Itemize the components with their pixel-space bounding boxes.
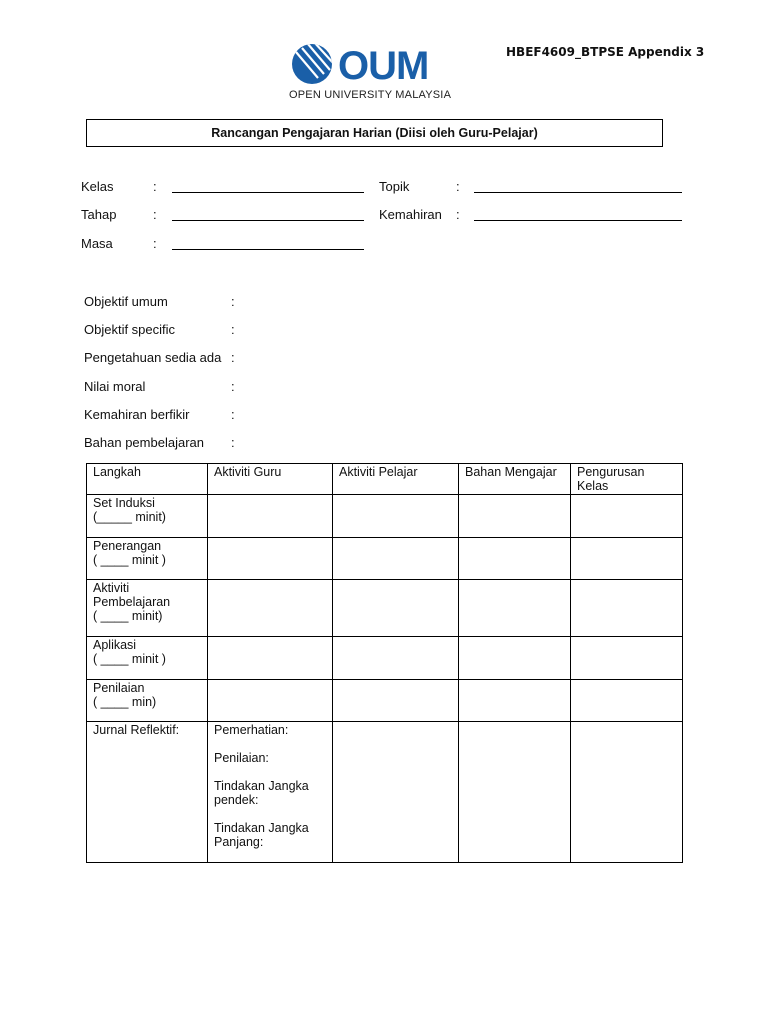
tahap-colon: : [153,207,157,222]
table-row-reflektif [87,722,683,863]
cell-input[interactable] [571,580,683,637]
tahap-label: Tahap [81,207,117,222]
table-row [87,680,683,722]
bahan-pembelajaran-label: Bahan pembelajaran [84,435,204,450]
oum-globe-icon [290,42,338,86]
cell-input[interactable] [333,680,459,722]
cell-input[interactable] [208,637,333,680]
cell-input[interactable] [333,538,459,580]
form-title: Rancangan Pengajaran Harian (Diisi oleh Guru-Pelajar) [86,119,663,147]
cell-input[interactable] [208,580,333,637]
objective-umum-label: Objektif umum [84,294,168,309]
cell-input[interactable] [333,580,459,637]
kelas-colon: : [153,179,157,194]
table-header-row [87,464,683,495]
objective-colon: : [231,294,235,309]
pengetahuan-label: Pengetahuan sedia ada [84,350,222,365]
masa-label: Masa [81,236,113,251]
cell-input[interactable] [571,538,683,580]
kemahiran-label: Kemahiran [379,207,442,222]
cell-input[interactable] [333,722,459,863]
pemerhatian-label: Pemerhatian: [214,723,289,737]
cell-input[interactable] [459,538,571,580]
cell-input[interactable] [208,495,333,538]
table-row [87,538,683,580]
cell-input[interactable] [459,495,571,538]
jangka-pendek-label: Tindakan Jangka pendek: [214,779,309,807]
header-langkah: Langkah [87,464,208,495]
header-bahan-mengajar: Bahan Mengajar [459,464,571,495]
step-aplikasi: Aplikasi ( ____ minit ) [87,637,208,680]
cell-input[interactable] [459,637,571,680]
cell-input[interactable] [459,722,571,863]
tahap-field[interactable] [172,220,364,221]
kelas-label: Kelas [81,179,114,194]
cell-input[interactable] [333,637,459,680]
penilaian-label: Penilaian: [214,751,269,765]
step-aktiviti-pembelajaran: Aktiviti Pembelajaran ( ____ minit) [87,580,208,637]
table-row [87,495,683,538]
reflective-prompts[interactable] [208,722,333,863]
oum-logo [288,42,452,104]
nilai-moral-label: Nilai moral [84,379,146,394]
cell-input[interactable] [333,495,459,538]
step-set-induksi: Set Induksi (_____ minit) [87,495,208,538]
cell-input[interactable] [459,580,571,637]
step-penilaian: Penilaian ( ____ min) [87,680,208,722]
header-pengurusan-kelas: Pengurusan Kelas [571,464,683,495]
header-aktiviti-guru: Aktiviti Guru [208,464,333,495]
objective-specific-label: Objektif specific [84,322,176,337]
masa-field[interactable] [172,249,364,250]
cell-input[interactable] [571,637,683,680]
cell-input[interactable] [571,680,683,722]
objective-colon: : [231,379,235,394]
jangka-panjang-label: Tindakan Jangka Panjang: [214,821,309,849]
kemahiran-field[interactable] [474,220,682,221]
cell-input[interactable] [459,680,571,722]
cell-input[interactable] [208,538,333,580]
objective-colon: : [231,322,235,337]
document-reference: HBEF4609_BTPSE Appendix 3 [506,45,705,59]
masa-colon: : [153,236,157,251]
cell-input[interactable] [571,495,683,538]
objective-colon: : [231,350,235,365]
kelas-field[interactable] [172,192,364,193]
objective-colon: : [231,435,235,450]
topik-colon: : [456,179,460,194]
cell-input[interactable] [571,722,683,863]
table-row [87,637,683,680]
step-jurnal-reflektif: Jurnal Reflektif: [87,722,208,863]
lesson-plan-table [86,463,683,863]
kemahiran-berfikir-label: Kemahiran berfikir [84,407,190,422]
topik-label: Topik [379,179,410,194]
kemahiran-colon: : [456,207,460,222]
header-aktiviti-pelajar: Aktiviti Pelajar [333,464,459,495]
step-penerangan: Penerangan ( ____ minit ) [87,538,208,580]
objective-colon: : [231,407,235,422]
topik-field[interactable] [474,192,682,193]
cell-input[interactable] [208,680,333,722]
table-row [87,580,683,637]
logo-subtitle: OPEN UNIVERSITY MALAYSIA [289,89,452,101]
logo-wordmark: OUM [338,44,429,88]
